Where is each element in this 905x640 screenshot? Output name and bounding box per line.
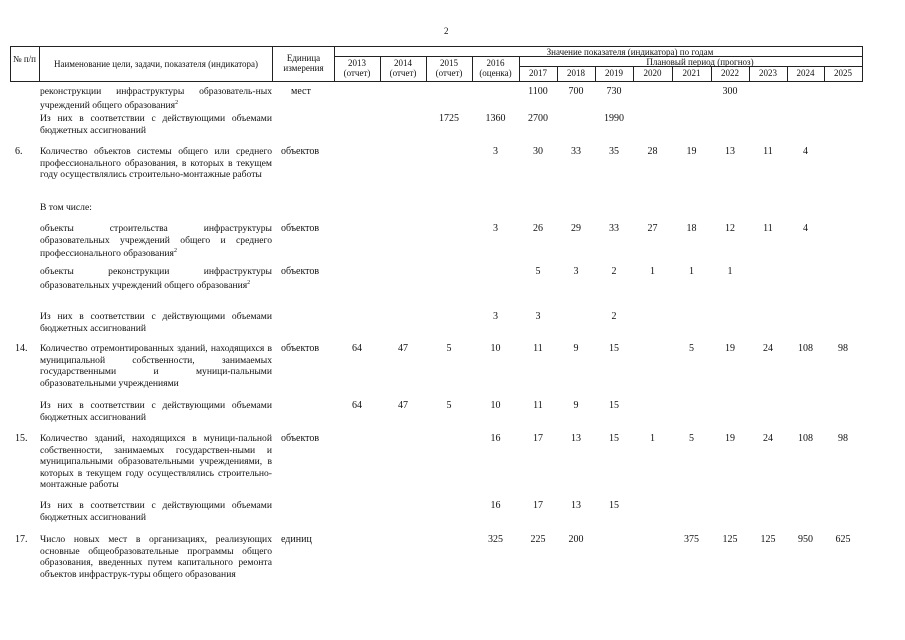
header-year-2015 xyxy=(426,58,472,78)
row-value-2015: 1725 xyxy=(439,113,459,124)
row-name-text: Количество отремонтированных зданий, находящихся в муниципальной собственности, занимаемых государственными и муници-пальными образовательными учреждениями xyxy=(40,343,272,389)
page-number: 2 xyxy=(444,26,449,36)
row-value-2016: 3 xyxy=(493,146,498,157)
row-value-2019: 1990 xyxy=(604,113,624,124)
row-value-2016: 10 xyxy=(490,343,501,354)
row-name xyxy=(40,500,272,523)
row-unit: мест xyxy=(291,86,311,97)
row-value-2017: 11 xyxy=(533,343,543,354)
header-year-2013 xyxy=(334,58,380,78)
row-value-2016: 3 xyxy=(493,311,498,322)
row-value-2016: 325 xyxy=(488,534,503,545)
row-value-2020: 27 xyxy=(647,223,658,234)
row-value-2017: 2700 xyxy=(528,113,548,124)
header-year-label: 2020 xyxy=(643,68,662,78)
row-value-2016: 10 xyxy=(490,400,501,411)
row-value-2018: 9 xyxy=(573,343,579,354)
row-value-2025: 98 xyxy=(838,343,848,354)
header-year-label: 2017 xyxy=(529,68,547,78)
header-year-2025 xyxy=(824,68,862,78)
row-value-2018: 13 xyxy=(571,433,581,444)
row-name-text: Из них в соответствии с действующими объемами бюджетных ассигнований xyxy=(40,113,272,136)
header-year-label: 2013 xyxy=(348,58,366,68)
row-value-2022: 125 xyxy=(722,534,738,545)
row-value-2016: 1360 xyxy=(485,113,506,124)
row-value-2021: 375 xyxy=(684,534,699,545)
header-year-2020 xyxy=(633,68,672,78)
row-value-2019: 15 xyxy=(609,400,619,411)
header-year-note: (отчет) xyxy=(389,68,417,78)
row-value-2025: 625 xyxy=(835,534,851,545)
row-value-2013: 64 xyxy=(352,400,362,411)
row-value-2020: 1 xyxy=(650,433,655,444)
row-value-2013: 64 xyxy=(352,343,362,354)
row-name xyxy=(40,534,272,580)
row-value-2022: 1 xyxy=(727,266,733,277)
row-name xyxy=(40,266,272,291)
header-year-note: (оценка) xyxy=(479,68,512,78)
header-year-2018 xyxy=(557,68,595,78)
row-value-2020: 28 xyxy=(647,146,658,157)
row-value-2024: 4 xyxy=(803,223,808,234)
row-name xyxy=(40,146,272,181)
row-value-2022: 19 xyxy=(725,343,735,354)
header-year-label: 2015 xyxy=(440,58,458,68)
row-value-2018: 200 xyxy=(568,534,584,545)
row-value-2021: 5 xyxy=(689,433,694,444)
row-value-2018: 13 xyxy=(571,500,581,511)
row-value-2019: 15 xyxy=(609,343,619,354)
header-col-number: № п/п xyxy=(13,54,36,64)
row-value-2017: 26 xyxy=(533,223,543,234)
header-year-2019 xyxy=(595,68,633,78)
header-year-2014 xyxy=(380,58,426,78)
row-name-text: В том числе: xyxy=(40,202,92,213)
row-value-2018: 29 xyxy=(571,223,581,234)
row-value-2021: 5 xyxy=(689,343,694,354)
row-name-text: Число новых мест в организациях, реализующих основные общеобразовательные программы общего образования, введенных путем капитального ремонта объектов инфраструк-туры общего образования xyxy=(40,534,272,580)
header-year-label: 2024 xyxy=(796,68,815,78)
row-value-2023: 11 xyxy=(763,146,773,157)
row-value-2019: 2 xyxy=(611,266,617,277)
row-name-text: Количество объектов системы общего или среднего профессионального образования, в которых в текущем году осуществлялись строительно-монтажные работы xyxy=(40,146,272,180)
header-year-label: 2016 xyxy=(486,58,505,68)
row-value-2015: 5 xyxy=(446,400,452,411)
row-name xyxy=(40,400,272,423)
row-name-text: реконструкции инфраструктуры образователь-ных учреждений общего образования xyxy=(40,86,272,111)
row-value-2019: 35 xyxy=(609,146,619,157)
row-value-2017: 1100 xyxy=(528,86,548,97)
row-unit: объектов xyxy=(281,266,320,277)
row-value-2016: 16 xyxy=(490,500,501,511)
row-value-2017: 3 xyxy=(535,311,541,322)
header-year-2022 xyxy=(711,68,749,78)
row-value-2019: 33 xyxy=(609,223,619,234)
row-name-text: объекты реконструкции инфраструктуры образовательных учреждений общего образования xyxy=(40,266,272,291)
row-value-2022: 12 xyxy=(725,223,735,234)
row-value-2017: 17 xyxy=(533,500,543,511)
row-number: 15. xyxy=(15,433,28,444)
row-value-2023: 125 xyxy=(760,534,776,545)
row-number: 6. xyxy=(15,146,23,157)
row-value-2018: 3 xyxy=(573,266,579,277)
row-value-2015: 5 xyxy=(446,343,452,354)
row-value-2018: 700 xyxy=(568,86,584,97)
row-value-2017: 30 xyxy=(533,146,543,157)
row-unit: единиц xyxy=(281,534,312,545)
header-year-label: 2021 xyxy=(682,68,701,78)
row-value-2016: 3 xyxy=(493,223,498,234)
header-year-note: (отчет) xyxy=(343,68,371,78)
row-value-2023: 24 xyxy=(763,343,773,354)
row-name-text: Из них в соответствии с действующими объемами бюджетных ассигнований xyxy=(40,311,272,334)
row-unit: объектов xyxy=(281,146,320,157)
row-value-2018: 33 xyxy=(571,146,581,157)
header-year-2021 xyxy=(672,68,711,78)
footnote-marker: 2 xyxy=(247,279,251,286)
row-value-2016: 16 xyxy=(490,433,501,444)
row-name xyxy=(40,311,272,334)
row-name-text: Из них в соответствии с действующими объемами бюджетных ассигнований xyxy=(40,400,272,423)
row-value-2025: 98 xyxy=(838,433,848,444)
row-value-2021: 1 xyxy=(689,266,694,277)
row-name-text: объекты строительства инфраструктуры образовательных учреждений общего и среднего профессионального образования xyxy=(40,223,272,260)
row-unit: объектов xyxy=(281,433,320,444)
header-year-2016 xyxy=(472,58,519,78)
row-value-2022: 19 xyxy=(725,433,735,444)
row-value-2018: 9 xyxy=(573,400,579,411)
row-value-2019: 15 xyxy=(609,433,619,444)
row-value-2021: 18 xyxy=(686,223,697,234)
header-col-unit: Единица измерения xyxy=(283,53,324,73)
row-name-text: Количество зданий, находящихся в муници-пальной собственности, занимаемых государствен-ными и муниципальными образовательными учреждениями, в которых в текущем году осуществлялись строительно-монтажные работы xyxy=(40,433,272,490)
row-name xyxy=(40,343,272,389)
row-value-2024: 108 xyxy=(798,433,813,444)
row-name xyxy=(40,113,272,136)
row-value-2017: 17 xyxy=(533,433,543,444)
header-year-label: 2025 xyxy=(834,68,852,78)
footnote-marker: 2 xyxy=(175,99,179,106)
row-value-2017: 225 xyxy=(530,534,546,545)
row-value-2019: 15 xyxy=(609,500,619,511)
header-year-2024 xyxy=(787,68,824,78)
footnote-marker: 2 xyxy=(173,248,177,254)
row-name xyxy=(40,202,272,214)
header-year-label: 2014 xyxy=(394,58,412,68)
header-year-label: 2022 xyxy=(721,68,739,78)
header-year-label: 2023 xyxy=(759,68,777,78)
row-unit: объектов xyxy=(281,223,320,234)
row-value-2023: 24 xyxy=(763,433,773,444)
row-value-2019: 2 xyxy=(611,311,617,322)
row-name xyxy=(40,433,272,491)
row-unit: объектов xyxy=(281,343,320,354)
row-value-2019: 730 xyxy=(606,86,622,97)
header-plan-title: Плановый период (прогноз) xyxy=(646,57,754,67)
row-value-2024: 950 xyxy=(798,534,813,545)
row-value-2022: 300 xyxy=(722,86,738,97)
row-name xyxy=(40,223,272,260)
row-number: 17. xyxy=(15,534,28,545)
row-name-text: Из них в соответствии с действующими объемами бюджетных ассигнований xyxy=(40,500,272,523)
row-value-2021: 19 xyxy=(686,146,697,157)
row-name xyxy=(40,86,272,111)
header-group-title: Значение показателя (индикатора) по годам xyxy=(546,47,714,57)
row-value-2017: 5 xyxy=(535,266,541,277)
row-value-2022: 13 xyxy=(725,146,735,157)
row-value-2024: 4 xyxy=(803,146,808,157)
header-col-name: Наименование цели, задачи, показателя (индикатора) xyxy=(53,59,259,69)
header-year-2023 xyxy=(749,68,787,78)
row-number: 14. xyxy=(15,343,28,354)
row-value-2023: 11 xyxy=(763,223,773,234)
row-value-2017: 11 xyxy=(533,400,543,411)
header-year-note: (отчет) xyxy=(435,68,463,78)
header-year-label: 2019 xyxy=(605,68,623,78)
row-value-2024: 108 xyxy=(798,343,813,354)
row-value-2020: 1 xyxy=(650,266,655,277)
row-value-2014: 47 xyxy=(398,343,408,354)
header-year-label: 2018 xyxy=(567,68,585,78)
header-year-2017 xyxy=(519,68,557,78)
row-value-2014: 47 xyxy=(398,400,408,411)
